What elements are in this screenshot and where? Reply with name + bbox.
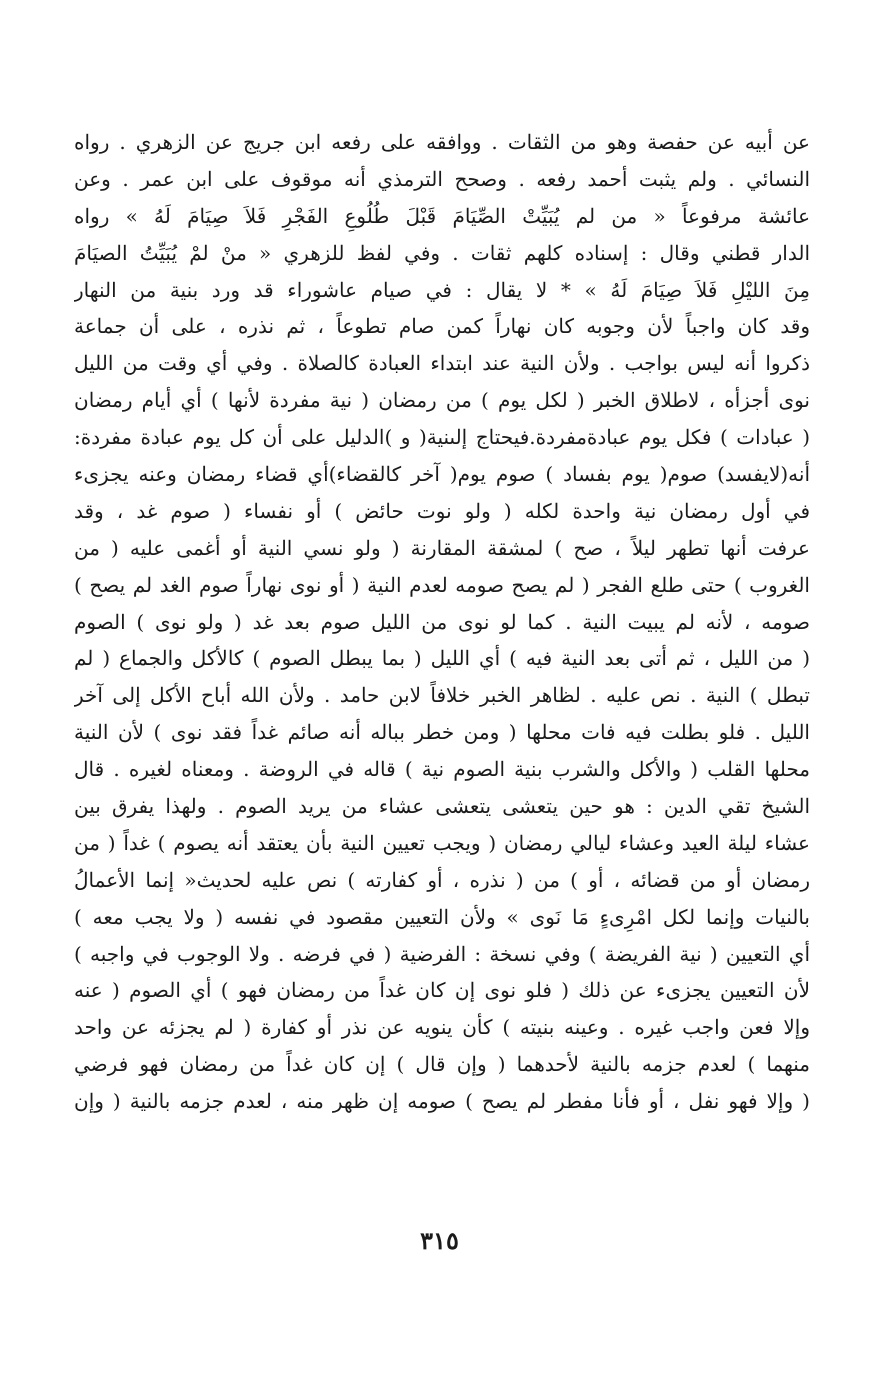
- text-line: ( من الليل ، ثم أتى بعد النية فيه ) أي الليل ( بما يبطل الصوم ) كالأكل والجماع ( لم: [74, 646, 810, 671]
- text-line: الشيخ تقي الدين : هو حين يتعشى يتعشى عشاء من يريد الصوم . ولهذا يفرق بين: [74, 794, 810, 819]
- text-line: في أول رمضان نية واحدة لكله ( ولو نوت حائض ) أو نفساء ( صوم غد ، وقد: [74, 498, 810, 523]
- text-line: الغروب ) حتى طلع الفجر ( لم يصح صومه لعدم النية ( أو نوى نهاراً صوم الغد لم يصح ): [74, 572, 810, 597]
- text-line: تبطل ) النية . نص عليه . لظاهر الخبر خلافاً لابن حامد . ولأن الله أباح الأكل إلى آخر: [74, 683, 810, 708]
- text-line: ( وإلا فهو نفل ، أو فأنا مفطر لم يصح ) صومه إن ظهر منه ، لعدم جزمه بالنية ( وإن: [74, 1089, 810, 1114]
- text-line: ذكروا أنه ليس بواجب . ولأن النية عند ابتداء العبادة كالصلاة . وفي أي وقت من الليل: [74, 351, 810, 376]
- text-line: أنه(لايفسد) صوم( يوم بفساد ) صوم يوم( آخر كالقضاء)أي قضاء رمضان وعنه يجزىء: [74, 462, 810, 487]
- text-line: لأن التعيين يجزىء عن ذلك ( فلو نوى إن كان غداً من رمضان فهو ) أي الصوم ( عنه: [74, 978, 810, 1003]
- text-line: ( عبادات ) فكل يوم عبادةمفردة.فيحتاج إلىنية( و )الدليل على أن كل يوم عبادة مفردة:: [74, 425, 810, 450]
- text-line: بالنيات وإنما لكل امْرِىءٍ مَا نَوى » ولأن التعيين مقصود في نفسه ( ولا يجب معه ): [74, 904, 810, 929]
- body-text: [74, 124, 810, 1120]
- text-line: الدار قطني وقال : إسناده كلهم ثقات . وفي لفظ للزهري « منْ لمْ يُبَيِّتُ الصيَامَ: [74, 240, 810, 265]
- text-line: صومه ، لأنه لم يبيت النية . كما لو نوى من الليل صوم بعد غد ( ولو نوى ) الصوم: [74, 609, 810, 634]
- text-line: وإلا فعن واجب غيره . وعينه بنيته ) كأن ينويه عن نذر أو كفارة ( لم يجزئه عن واحد: [74, 1015, 810, 1040]
- text-line: أي التعيين ( نية الفريضة ) وفي نسخة : الفرضية ( في فرضه . ولا الوجوب في واجبه ): [74, 941, 810, 966]
- text-line: مِنَ الليْلِ فَلاَ صِيَامَ لَهُ » * لا يقال : في صيام عاشوراء قد ورد بنية من النهار: [74, 277, 810, 302]
- text-line: النسائي . ولم يثبت أحمد رفعه . وصحح الترمذي أنه موقوف على ابن عمر . وعن: [74, 166, 810, 191]
- text-line: رمضان أو من قضائه ، أو ) من ( نذره ، أو كفارته ) نص عليه لحديث« إنما الأعمالُ: [74, 867, 810, 892]
- text-line: منهما ) لعدم جزمه بالنية لأحدهما ( وإن قال ) إن كان غداً من رمضان فهو فرضي: [74, 1052, 810, 1077]
- page-number: ٣١٥: [420, 1226, 459, 1255]
- text-line: وقد كان واجباً لأن وجوبه كان نهاراً كمن صام تطوعاً ، ثم نذره ، على أن جماعة: [74, 314, 810, 339]
- text-line: عن أبيه عن حفصة وهو من الثقات . ووافقه على رفعه ابن جريج عن الزهري . رواه: [74, 130, 810, 154]
- text-line: نوى أجزأه ، لاطلاق الخبر ( لكل يوم ) من رمضان ( نية مفردة لأنها ) أي أيام رمضان: [74, 388, 810, 413]
- text-line: الليل . فلو بطلت فيه فات محلها ( ومن خطر بباله أنه صائم غداً فقد نوى ) لأن النية: [74, 720, 810, 745]
- text-line: عرفت أنها تطهر ليلاً ، صح ) لمشقة المقارنة ( ولو نسي النية أو أغمى عليه ( من: [74, 535, 810, 560]
- text-line: عائشة مرفوعاً « من لم يُبَيِّتْ الصِّيَامَ قَبْلَ طُلُوعِ الفَجْرِ فَلاَ صِيَامَ لَهُ » رواه: [74, 203, 810, 228]
- text-line: محلها القلب ( والأكل والشرب بنية الصوم نية ) قاله في الروضة . ومعناه لغيره . قال: [74, 757, 810, 782]
- text-line: عشاء ليلة العيد وعشاء ليالي رمضان ( ويجب تعيين النية بأن يعتقد أنه يصوم ) غداً ( من: [74, 830, 810, 855]
